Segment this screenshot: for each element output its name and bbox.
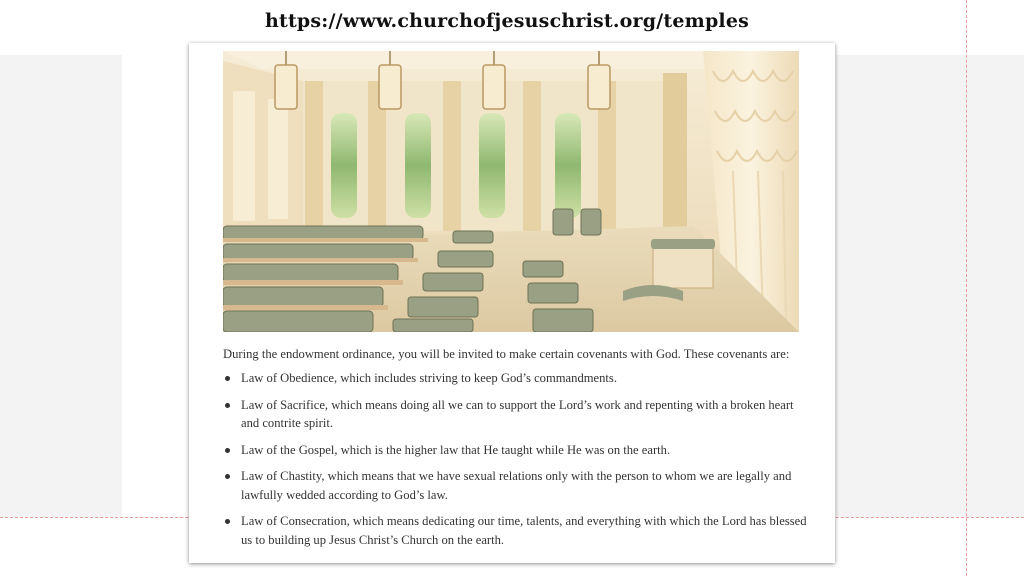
list-item-text: Law of Consecration, which means dedicating our time, talents, and everything with which the Lord has blessed us to building up Jesus Christ’s Church on the earth.: [241, 514, 807, 547]
covenant-list: [223, 369, 813, 557]
list-item-text: Law of Chastity, which means that we have sexual relations only with the person to whom we are legally and lawfully wedded according to God’s law.: [241, 469, 792, 502]
webpage-screenshot-card: [189, 43, 835, 563]
list-item-law-of-consecration: [223, 512, 813, 549]
endowment-room-photo: [223, 51, 799, 332]
bullet-icon: [225, 474, 230, 479]
list-item-text: Law of Sacrifice, which means doing all we can to support the Lord’s work and repenting with a broken heart and contrite spirit.: [241, 397, 794, 430]
list-item-law-of-chastity: [223, 467, 813, 504]
list-item-law-of-sacrifice: [223, 396, 813, 433]
bullet-icon: [225, 403, 230, 408]
covenants-intro-text: During the endowment ordinance, you will be invited to make certain covenants with God. These covenants are:: [223, 347, 790, 361]
bullet-icon: [225, 448, 230, 453]
list-item-text: Law of Obedience, which includes striving to keep God’s commandments.: [241, 371, 617, 385]
slide-guide-vertical: [966, 0, 967, 576]
slide-background-band-left: [0, 55, 122, 517]
bullet-icon: [225, 519, 230, 524]
list-item-law-of-obedience: [223, 369, 813, 388]
list-item-law-of-the-gospel: [223, 441, 813, 460]
slide-background-band-right: [836, 55, 1024, 517]
bullet-icon: [225, 376, 230, 381]
source-url-title: https://www.churchofjesuschrist.org/temples: [264, 10, 750, 32]
list-item-text: Law of the Gospel, which is the higher law that He taught while He was on the earth.: [241, 442, 671, 457]
